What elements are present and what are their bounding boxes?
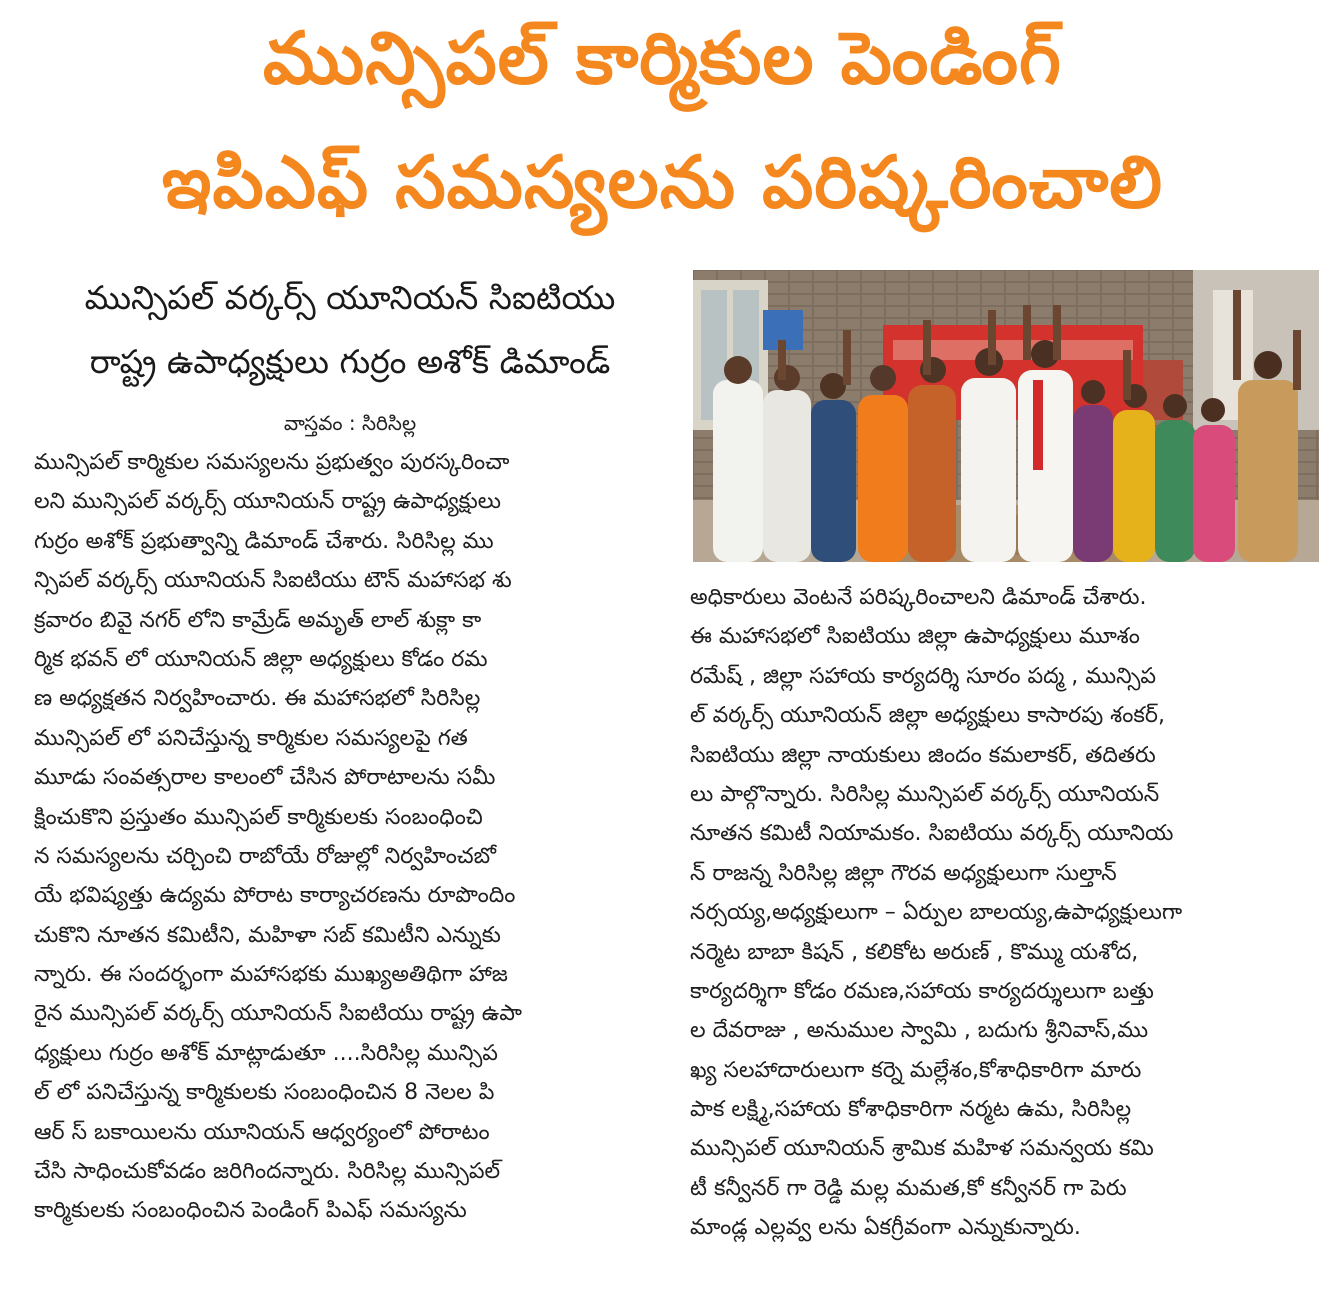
article-body-right-column	[690, 578, 1310, 1248]
article-body-left-column	[34, 443, 674, 1231]
body-left-line: న్సిపల్ వర్కర్స్ యూనియన్ సిఐటియు టౌన్ మహాసభ శు	[34, 568, 512, 594]
headline-line-1: మున్సిపల్ కార్మికుల పెండింగ్	[263, 16, 1062, 100]
body-right-line: ల దేవరాజు , అనుముల స్వామి , బదుగు శ్రీనివాస్,ము	[690, 1018, 1149, 1044]
body-left-line: లని మున్సిపల్ వర్కర్స్ యూనియన్ రాష్ట్ర ఉపాధ్యక్షులు	[34, 489, 501, 515]
subheadline-line-1: మున్సిపల్ వర్కర్స్ యూనియన్ సిఐటియు	[84, 278, 616, 317]
body-left-line: చేసి సాధించుకోవడం జరిగిందన్నారు. సిరిసిల్ల మున్సిపల్	[34, 1159, 501, 1185]
body-right-line: న్ రాజన్న సిరిసిల్ల జిల్లా గౌరవ అధ్యక్షులుగా సుల్తాన్	[690, 860, 1117, 886]
body-right-line: పాక లక్ష్మి,సహాయ కోశాధికారిగా నర్మట ఉమ, సిరిసిల్ల	[690, 1097, 1132, 1123]
body-left-line: మున్సిపల్ కార్మికుల సమస్యలను ప్రభుత్వం పురస్కరించా	[34, 450, 510, 475]
body-right-line: నర్మెట బాబా కిషన్ , కలికోట అరుణ్ , కొమ్ము యశోద,	[690, 939, 1139, 965]
body-right-line: అధికారులు వెంటనే పరిష్కరించాలని డిమాండ్ చేశారు.	[690, 585, 1147, 610]
body-left-line: ఆర్ స్ బకాయిలను యూనియన్ ఆధ్వర్యంలో పోరాటం	[34, 1119, 490, 1145]
body-right-line: రమేష్ , జిల్లా సహాయ కార్యదర్శి సూరం పద్మ , మున్సిప	[690, 663, 1157, 689]
body-left-line: క్షించుకొని ప్రస్తుతం మున్సిపల్ కార్మికులకు సంబంధించి	[34, 804, 483, 830]
body-left-line: క్రవారం బివై నగర్ లోని కామ్రేడ్ అమృత్ లాల్ శుక్లా కా	[34, 607, 482, 633]
body-left-line: ల్ లో పనిచేస్తున్న కార్మికులకు సంబంధించిన 8 నెలల పి	[34, 1080, 495, 1106]
body-left-line: న సమస్యలను చర్చించి రాబోయే రోజుల్లో నిర్వహించబో	[34, 843, 497, 869]
body-left-line: కార్మికులకు సంబంధించిన పెండింగ్ పిఎఫ్ సమస్యను	[34, 1198, 467, 1224]
body-right-line: లు పాల్గొన్నారు. సిరిసిల్ల మున్సిపల్ వర్కర్స్ యూనియన్	[690, 781, 1160, 807]
body-right-line: మున్సిపల్ యూనియన్ శ్రామిక మహిళ సమన్వయ కమి	[690, 1136, 1154, 1162]
body-right-line: టీ కన్వీనర్ గా రెడ్డి మల్ల మమత,కో కన్వీనర్ గా పెరు	[690, 1175, 1127, 1201]
subheadline-line-2: రాష్ట్ర ఉపాధ్యక్షులు గుర్రం అశోక్ డిమాండ్	[89, 342, 611, 381]
body-right-line: ఈ మహాసభలో సిఐటియు జిల్లా ఉపాధ్యక్షులు మూశం	[690, 624, 1140, 650]
body-right-line: నూతన కమిటీ నియామకం. సిఐటియు వర్కర్స్ యూనియ	[690, 821, 1174, 847]
headline-line-2: ఇపిఎఫ్ సమస్యలను పరిష్కరించాలి	[161, 140, 1164, 224]
body-left-line: చుకొని నూతన కమిటీని, మహిళా సబ్ కమిటీని ఎన్నుకు	[34, 922, 501, 948]
body-left-line: రైన మున్సిపల్ వర్కర్స్ యూనియన్ సిఐటియు రాష్ట్ర ఉపా	[34, 1001, 522, 1027]
news-photo	[693, 270, 1319, 562]
body-left-line: ర్మిక భవన్ లో యూనియన్ జిల్లా అధ్యక్షులు కోడం రమ	[34, 646, 488, 672]
body-right-line: ఖ్య సలహాదారులుగా కర్నె మల్లేశం,కోశాధికారిగా మారు	[690, 1057, 1142, 1083]
body-left-line: ణ అధ్యక్షతన నిర్వహించారు. ఈ మహాసభలో సిరిసిల్ల	[34, 686, 481, 712]
body-left-line: గుర్రం అశోక్ ప్రభుత్వాన్ని డిమాండ్ చేశారు. సిరిసిల్ల ము	[34, 528, 494, 554]
dateline: వాస్తవం : సిరిసిల్ల	[283, 411, 417, 435]
body-left-line: యే భవిష్యత్తు ఉద్యమ పోరాట కార్యాచరణను రూపొందిం	[34, 883, 516, 909]
body-right-line: సిఐటియు జిల్లా నాయకులు జిందం కమలాకర్, తదితరు	[690, 742, 1156, 768]
body-right-line: ల్ వర్కర్స్ యూనియన్ జిల్లా అధ్యక్షులు కాసారపు శంకర్,	[690, 703, 1165, 729]
body-right-line: కార్యదర్శిగా కోడం రమణ,సహాయ కార్యదర్శులుగా బత్తు	[690, 978, 1154, 1004]
body-left-line: న్నారు. ఈ సందర్భంగా మహాసభకు ముఖ్యఅతిథిగా హాజ	[34, 962, 508, 988]
news-photo-image	[693, 270, 1319, 562]
body-left-line: మూడు సంవత్సరాల కాలంలో చేసిన పోరాటాలను సమీ	[34, 765, 496, 791]
body-left-line: మున్సిపల్ లో పనిచేస్తున్న కార్మికుల సమస్యలపై గత	[34, 725, 468, 751]
body-left-line: ధ్యక్షులు గుర్రం అశోక్ మాట్లాడుతూ ....సిరిసిల్ల మున్సిప	[34, 1040, 498, 1066]
body-right-line: నర్సయ్య,అధ్యక్షులుగా – ఏర్పుల బాలయ్య,ఉపాధ్యక్షులుగా	[690, 900, 1183, 926]
body-right-line: మాండ్ల ఎల్లవ్వ లను ఏకగ్రీవంగా ఎన్నుకున్నారు.	[690, 1215, 1081, 1241]
